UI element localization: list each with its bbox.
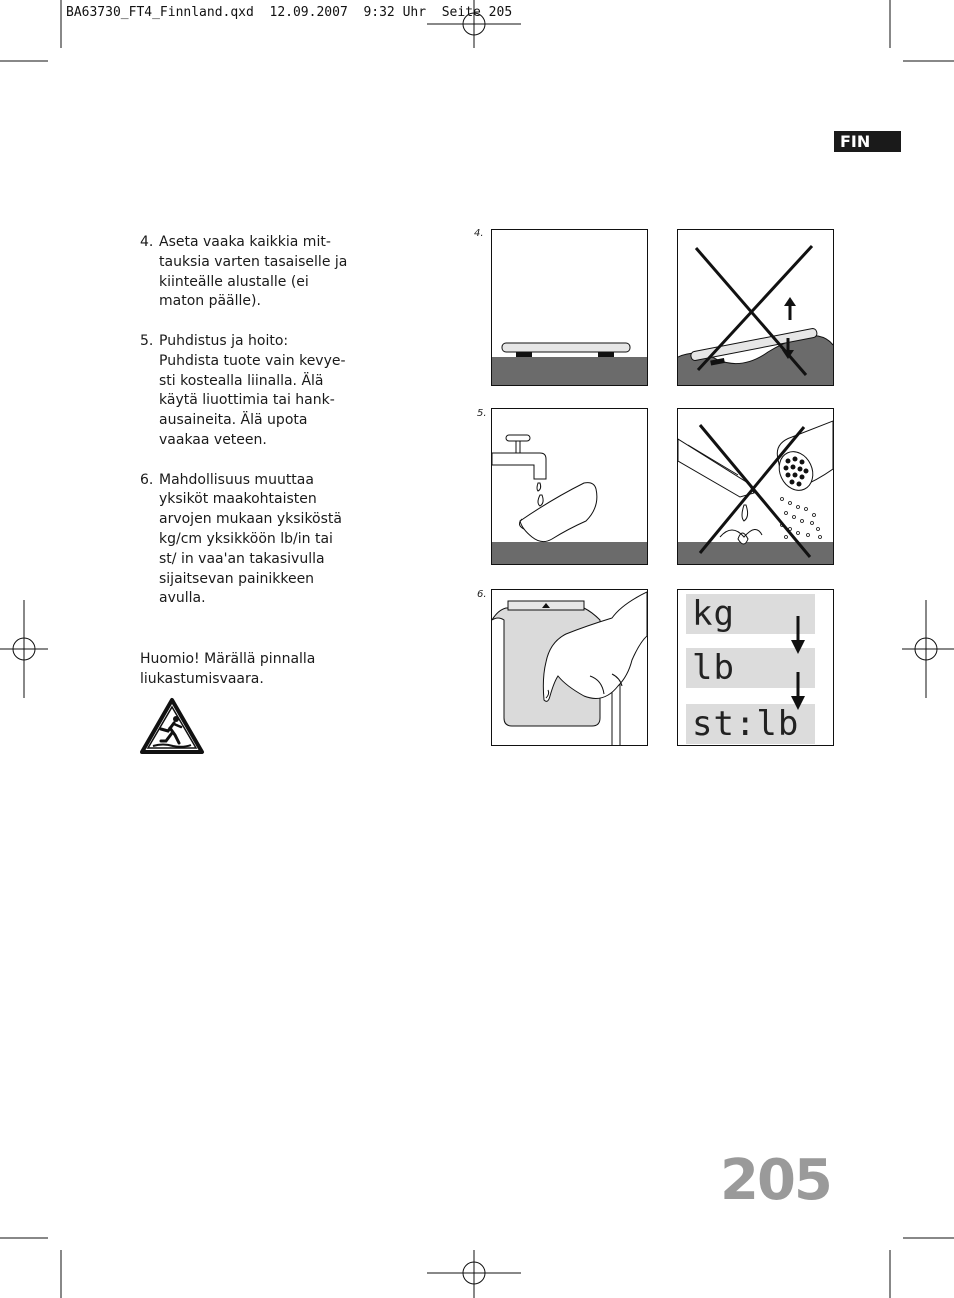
slug-file: BA63730_FT4_Finnland.qxd: [66, 5, 254, 20]
down-arrow-icon: [791, 672, 805, 710]
figure-label: 6.: [477, 589, 487, 600]
instruction-text: Aseta vaaka kaikkia mit- tauksia varten tasaiselle ja kiinteälle alustalle (ei maton päälle).: [159, 234, 348, 310]
instruction-list: [140, 233, 360, 629]
figure-unit-display: [677, 589, 834, 746]
instruction-number: 6.: [140, 471, 154, 488]
registration-mark-icon: [902, 600, 954, 698]
instruction-text: Mahdollisuus muuttaa yksiköt maakohtaisten arvojen mukaan yksiköstä kg/cm yksikköön lb/in tai st/ in vaa'an takasivulla sijaitsevan painikkeen avulla.: [159, 471, 342, 607]
figure-damp-cloth: [491, 408, 648, 565]
slip-hazard-warning-icon: [139, 697, 205, 755]
registration-mark-icon: [451, 1250, 499, 1298]
figure-label: 4.: [474, 228, 484, 239]
instruction-item: [140, 471, 360, 610]
instruction-item: [140, 233, 360, 312]
warning-note: Huomio! Märällä pinnalla liukastumisvaara.: [140, 651, 316, 687]
figure-unit-button: [491, 589, 648, 746]
language-tab: FIN: [834, 131, 901, 152]
lcd-unit-label: lb: [692, 648, 735, 688]
page-number: 205: [720, 1148, 831, 1213]
salt-shaker-icon: [773, 421, 833, 496]
down-arrow-icon: [791, 616, 805, 654]
figure-label: 5.: [477, 408, 487, 419]
faucet-icon: [492, 435, 546, 479]
instruction-item: [140, 332, 360, 451]
figure-scale-carpet-wrong: [677, 229, 834, 386]
print-slug: [66, 5, 512, 20]
slug-time: 9:32 Uhr: [363, 5, 427, 20]
slug-page: Seite 205: [441, 5, 513, 20]
figure-no-abrasives-wrong: [677, 408, 834, 565]
instruction-text: Puhdistus ja hoito: Puhdista tuote vain kevye- sti kostealla liinalla. Älä käytä liuottimia tai hank- ausaineita. Älä upota vaakaa veteen.: [159, 332, 346, 448]
registration-mark-icon: [0, 600, 48, 698]
lcd-unit-label: st:lb: [692, 704, 800, 744]
slug-date: 12.09.2007: [269, 5, 348, 20]
instruction-number: 4.: [140, 234, 154, 250]
lcd-unit-label: kg: [692, 594, 735, 634]
instruction-number: 5.: [140, 332, 154, 349]
figure-scale-flat-surface: [491, 229, 648, 386]
